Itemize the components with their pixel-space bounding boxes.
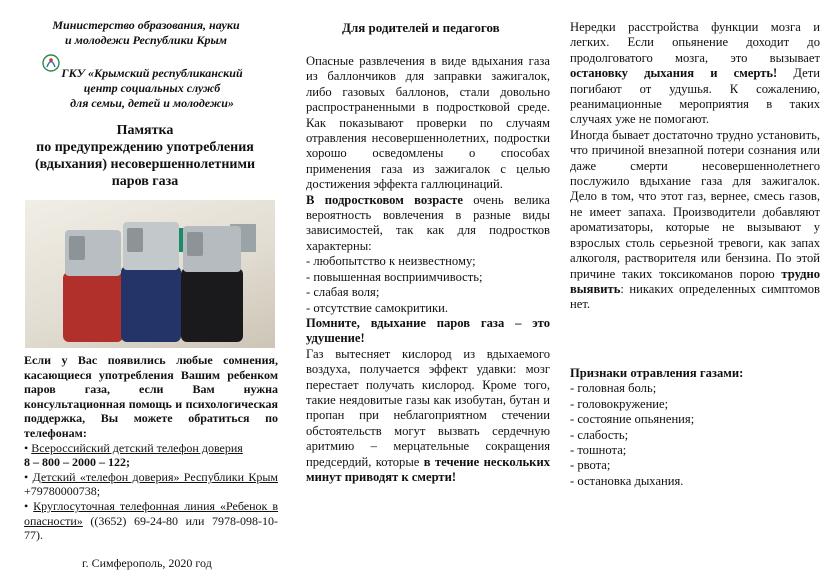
ministry-line-1: Министерство образования, науки bbox=[52, 18, 240, 32]
gku-header bbox=[36, 66, 268, 111]
title-line-4: паров газа bbox=[111, 174, 179, 189]
col2-paragraph-4 bbox=[306, 347, 550, 486]
col3-p2-start: Иногда бывает достаточно трудно установить, что причиной внезапной потери сознания или даже смерти несовершеннолетнего послужило вдыхание газа для зажигалок. Дело в том, что этот газ, вернее, смесь газов, не имеет запаха. Производители добавляют ароматизаторы, которые не вызывают у взрослых столь серьезной тревоги, как запах алкоголя, растворителя или бензина. По этой причине таких токсикоманов порою bbox=[570, 127, 820, 281]
ministry-header bbox=[24, 18, 268, 48]
list-item: - отсутствие самокритики. bbox=[306, 300, 449, 315]
col2-p2-bold: В подростковом возрасте bbox=[306, 192, 463, 207]
city-year: г. Симферополь, 2020 год bbox=[82, 556, 212, 570]
hotline-name-2: Детский «телефон доверия» Республики Крым bbox=[32, 469, 279, 484]
list-item: - состояние опьянения; bbox=[570, 412, 695, 427]
col2-p2-rest: очень велика вероятность вовлечения в разные виды зависимостей, так как для подростков характерны: bbox=[306, 192, 550, 253]
title-line-2: по предупреждению употребления bbox=[36, 140, 254, 155]
signs-list bbox=[570, 381, 820, 489]
col3-p2-end: : никаких определенных симптомов нет. bbox=[570, 281, 820, 312]
ministry-line-2: и молодежи Республики Крым bbox=[64, 33, 228, 47]
list-item: - остановка дыхания. bbox=[570, 473, 684, 488]
title-line-3: (вдыхания) несовершеннолетними bbox=[34, 157, 256, 172]
column3-body bbox=[570, 20, 820, 313]
gku-line-3: для семьи, детей и молодежи» bbox=[70, 96, 234, 110]
hotline-number-3: ((3652) 69-24-80 или 7978-098-10-77). bbox=[24, 513, 278, 543]
column2-heading: Для родителей и педагогов bbox=[342, 20, 500, 35]
title-line-1: Памятка bbox=[116, 123, 174, 138]
list-item: - слабая воля; bbox=[306, 285, 380, 300]
gku-line-2: центр социальных служб bbox=[83, 81, 221, 95]
col2-p4-text: Газ вытесняет кислород из вдыхаемого воздуха, получается эффект удавки: мозг перестает получать кислород. Кроме того, такие неядовитые газы как изобутан, бутан и пропан при неблагоприятном стечении обстоятельств могут вызвать сердечную аритмию – мерцательные сокращения предсердий, которые bbox=[306, 346, 550, 469]
lighters-photo bbox=[25, 200, 275, 348]
hotline-number-2: +79780000738; bbox=[24, 484, 101, 499]
col3-p1-end: Дети погибают от удушья. К сожалению, реанимационные мероприятия в таких случаях уже не помогают. bbox=[570, 66, 820, 127]
help-intro: Если у Вас появились любые сомнения, касающиеся употребления Вашим ребенком паров газа, если Вам нужна консультационная помощь и психологическая поддержка, Вы можете обратиться по телефонам: bbox=[24, 353, 278, 440]
leaflet-title bbox=[10, 122, 280, 190]
col2-paragraph-1: Опасные развлечения в виде вдыхания газа из баллончиков для заправки зажигалок, либо газовых баллонов, стали довольно распространенными в подростковой среде. Как показывают проверки по случаям отравления несовершеннолетних, подростки хорошо осведомлены о способах применения газа из зажигалок с целью достижения эффекта галлюцинаций. bbox=[306, 54, 550, 192]
list-item: - повышенная восприимчивость; bbox=[306, 269, 483, 284]
col2-p4-bold: в течение нескольких минут приводят к смерти! bbox=[306, 454, 550, 484]
lighters-illustration bbox=[25, 200, 275, 348]
list-item: - головокружение; bbox=[570, 396, 669, 411]
gku-line-1: ГКУ «Крымский республиканский bbox=[61, 66, 243, 80]
hotline-number-1: 8 – 800 – 2000 – 122; bbox=[24, 455, 130, 470]
bullet: • bbox=[24, 498, 34, 513]
col3-paragraph-1 bbox=[570, 20, 820, 128]
traits-list bbox=[306, 254, 550, 316]
col2-warning: Помните, вдыхание паров газа – это удушение! bbox=[306, 315, 550, 346]
signs-section bbox=[570, 366, 820, 489]
help-section bbox=[24, 353, 278, 543]
hotline-name-3: Круглосуточная телефонная линия «Ребенок в опасности» bbox=[24, 498, 279, 528]
col2-paragraph-2 bbox=[306, 193, 550, 255]
list-item: - головная боль; bbox=[570, 381, 657, 396]
col3-paragraph-2 bbox=[570, 128, 820, 313]
list-item: - рвота; bbox=[570, 458, 611, 473]
bullet: • bbox=[24, 440, 32, 455]
list-item: - слабость; bbox=[570, 427, 629, 442]
col3-p1-bold: остановку дыхания и смерть! bbox=[570, 66, 778, 81]
col3-p1-start: Нередки расстройства функции мозга и легких. Если опьянение доходит до продолговатого мозга, это вызывает bbox=[570, 20, 820, 65]
col3-p2-bold: трудно выявить bbox=[570, 266, 820, 296]
column2-body bbox=[306, 54, 550, 485]
hotline-name-1: Всероссийский детский телефон доверия bbox=[31, 440, 243, 455]
bullet: • bbox=[24, 469, 33, 484]
list-item: - любопытство к неизвестному; bbox=[306, 254, 476, 269]
list-item: - тошнота; bbox=[570, 443, 627, 458]
signs-heading: Признаки отравления газами: bbox=[570, 366, 744, 380]
